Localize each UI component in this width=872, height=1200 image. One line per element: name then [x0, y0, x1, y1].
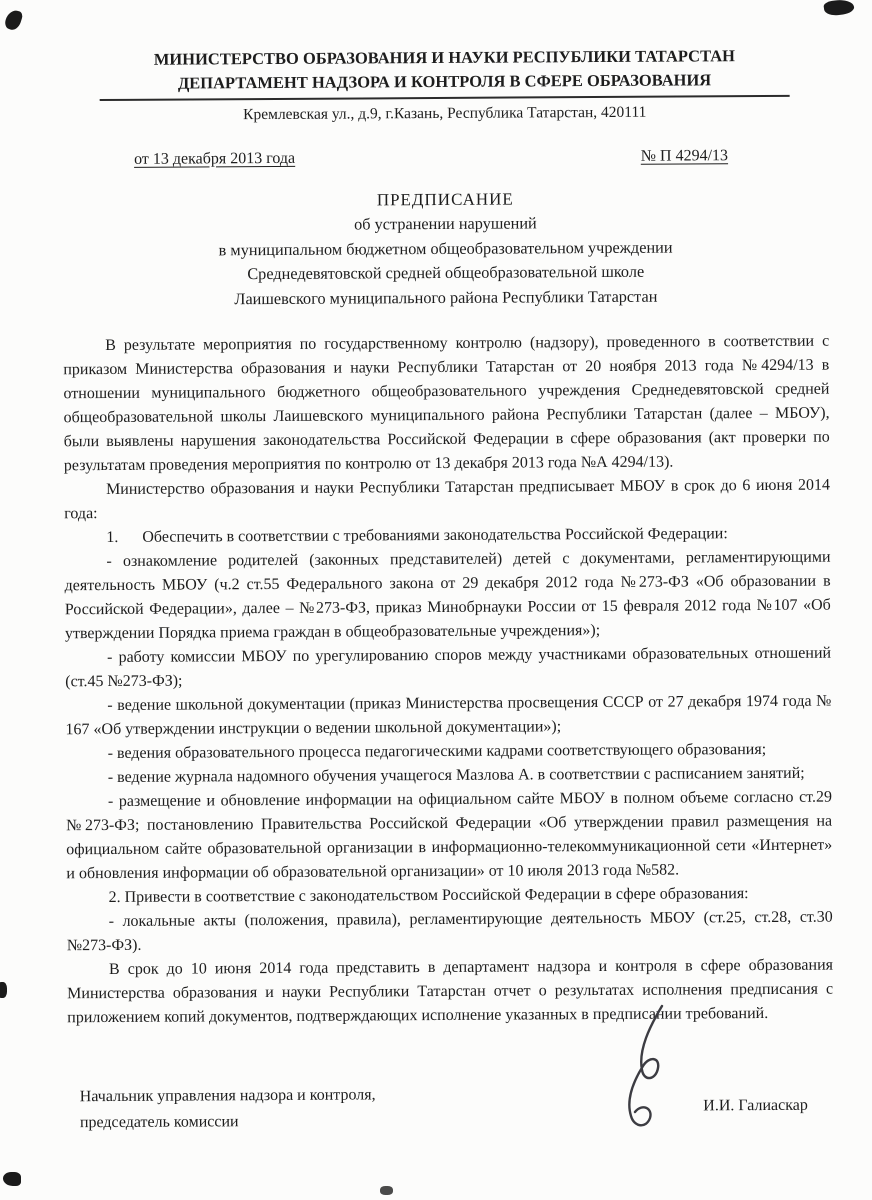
scan-artifact-left-edge	[0, 982, 7, 998]
title-subline-2: в муниципальном бюджетном общеобразовательном учреждении	[218, 237, 673, 260]
paragraph: 1. Обеспечить в соответствии с требованиями законодательства Российской Федерации:	[106, 525, 728, 547]
header-ministry-line: МИНИСТЕРСТВО ОБРАЗОВАНИЯ И НАУКИ РЕСПУБЛИКИ ТАТАРСТАН	[153, 46, 736, 69]
document-title-block	[62, 184, 829, 312]
scan-artifact-bottom-left	[3, 1172, 21, 1186]
scan-artifact-bottom-center	[380, 1186, 393, 1195]
document-meta-row	[62, 146, 828, 169]
title-subline-3: Среднедевятовской средней общеобразовательной школе	[247, 261, 645, 284]
document-body	[63, 330, 833, 1031]
paragraph: - работу комиссии МБОУ по урегулированию споров между участниками образовательных отношений (ст.45 №273-ФЗ);	[65, 644, 832, 691]
paragraph: - ознакомление родителей (законных представителей) детей с документами, регламентирующими деятельность МБОУ (ч.2 ст.55 Федерального закона от 29 декабря 2012 года №273-ФЗ «Об образовании в Российской Федерации», далее – №273-ФЗ, приказ Минобрнауки России от 15 февраля 2012 года №107 «Об утверждении Порядка приема граждан в общеобразовательные учреждения»);	[64, 548, 831, 643]
document-number: № П 4294/13	[640, 147, 729, 165]
signature-block	[68, 1080, 834, 1137]
document-title: ПРЕДПИСАНИЕ	[376, 189, 514, 210]
handwritten-signature	[598, 1000, 682, 1140]
signatory-position-line-1: Начальник управления надзора и контроля,	[79, 1086, 376, 1106]
signatory-position-line-2: председатель комиссии	[79, 1113, 239, 1132]
signatory-name: И.И. Галиаскар	[703, 1097, 808, 1115]
document-date: от 13 декабря 2013 года	[133, 149, 296, 168]
paragraph: В срок до 10 июня 2014 года представить в департамент надзора и контроля в сфере образования Министерства образования и науки Республики Татарстан отчет о результатах исполнения предписания с приложением копий документов, подтверждающих исполнение указанных в предписании требований.	[67, 956, 834, 1027]
paragraph: - ведения образовательного процесса педагогическими кадрами соответствующего образования;	[107, 741, 767, 763]
paragraph: Министерство образования и науки Республики Татарстан предписывает МБОУ в срок до 6 июня 2014 года:	[64, 476, 831, 523]
header-department-line: ДЕПАРТАМЕНТ НАДЗОРА И КОНТРОЛЯ В СФЕРЕ ОБРАЗОВАНИЯ	[177, 70, 712, 93]
paragraph: - ведение школьной документации (приказ Министерства просвещения СССР от 27 декабря 1974 года № 167 «Об утверждении инструкции о ведении школьной документации»);	[65, 692, 832, 739]
paragraph: 2. Привести в соответствие с законодательством Российской Федерации в сфере образования:	[108, 885, 749, 907]
title-subline-4: Лаишевского муниципального района Республики Татарстан	[234, 286, 658, 308]
title-subline-1: об устранении нарушений	[354, 213, 537, 234]
paragraph: В результате мероприятия по государственному контролю (надзору), проведенного в соответствии с приказом Министерства образования и науки Республики Татарстан от 20 ноября 2013 года №4294/13 в отношении муниципального бюджетного общеобразовательного учреждения Среднедевятовской средней общеобразовательной школы Лаишевского муниципального района Республики Татарстан (далее – МБОУ), были выявлены нарушения законодательства Российской Федерации в сфере образования (акт проверки по результатам проведения мероприятия по контролю от 13 декабря 2013 года №А 4294/13).	[63, 332, 830, 475]
paragraph: - ведение журнала надомного обучения учащегося Мазлова А. в соответствии с расписанием занятий;	[107, 764, 805, 787]
paragraph: - локальные акты (положения, правила), регламентирующие деятельность МБОУ (ст.25, ст.28, ст.30 №273-ФЗ).	[66, 908, 833, 955]
document-header	[100, 44, 790, 101]
signatory-position	[80, 1082, 376, 1137]
header-address: Кремлевская ул., д.9, г.Казань, Республика Татарстан, 420111	[243, 103, 647, 124]
paragraph: - размещение и обновление информации на официальном сайте МБОУ в полном объеме согласно ст.29 №273-ФЗ; постановлению Правительства Российской Федерации «Об утверждении правил размещения на официальном сайте образовательной организации в информационно-телекоммуникационной сети «Интернет» и обновления информации об образовательной организации» от 10 июля 2013 года №582.	[66, 788, 833, 883]
